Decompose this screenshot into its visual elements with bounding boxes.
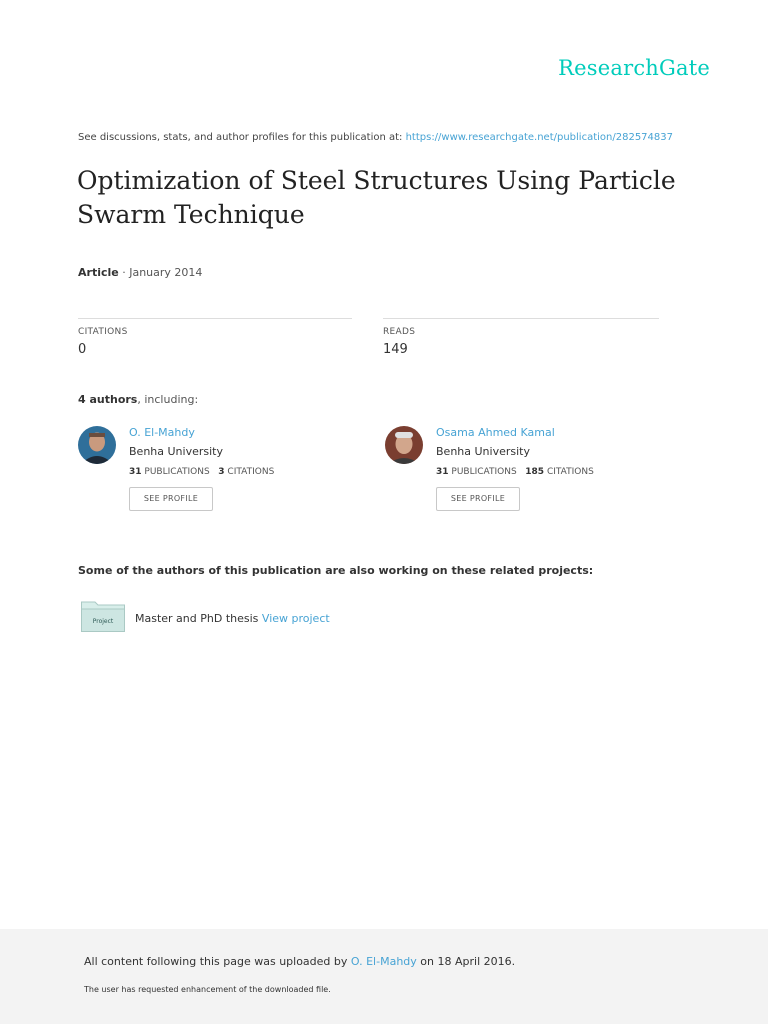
upload-prefix: All content following this page was uploaded by: [84, 955, 351, 968]
citations-count: 3: [218, 467, 225, 477]
publication-type: Article: [78, 266, 119, 279]
publication-url-link[interactable]: https://www.researchgate.net/publication/282574837: [405, 132, 673, 143]
author-counts: [436, 467, 676, 477]
related-projects-heading: Some of the authors of this publication are also working on these related projects:: [78, 564, 594, 577]
see-profile-button[interactable]: SEE PROFILE: [129, 487, 213, 511]
publication-meta: [78, 266, 202, 279]
publications-count: 31: [129, 467, 142, 477]
project-text: [135, 612, 330, 625]
author-name-link[interactable]: Osama Ahmed Kamal: [436, 426, 555, 439]
upload-suffix: on 18 April 2016.: [416, 955, 516, 968]
upload-line: [84, 955, 515, 968]
authors-count: 4 authors: [78, 393, 138, 406]
project-folder-icon: [81, 600, 125, 632]
citations-count: 185: [525, 467, 545, 477]
avatar[interactable]: [385, 426, 423, 464]
citations-count-label: CITATIONS: [544, 467, 594, 477]
authors-suffix: , including:: [137, 393, 199, 406]
author-institution: Benha University: [129, 445, 223, 458]
author-counts: [129, 467, 369, 477]
researchgate-logo[interactable]: ResearchGate: [558, 56, 710, 80]
reads-stat: [383, 318, 659, 357]
project-title: Master and PhD thesis: [135, 612, 262, 625]
footer: [0, 929, 768, 1024]
discussion-line: [78, 132, 673, 143]
uploader-link[interactable]: O. El-Mahdy: [350, 955, 417, 968]
publication-date: January 2014: [129, 266, 203, 279]
publications-count: 31: [436, 467, 449, 477]
citations-label: CITATIONS: [78, 327, 128, 337]
avatar[interactable]: [78, 426, 116, 464]
author-institution: Benha University: [436, 445, 530, 458]
view-project-link[interactable]: View project: [261, 612, 330, 625]
citations-count-label: CITATIONS: [224, 467, 275, 477]
project-item: [81, 600, 481, 636]
meta-separator: ·: [118, 266, 130, 279]
see-profile-button[interactable]: SEE PROFILE: [436, 487, 520, 511]
enhancement-note: The user has requested enhancement of the downloaded file.: [84, 985, 331, 994]
publications-label: PUBLICATIONS: [141, 467, 210, 477]
publication-title: Optimization of Steel Structures Using Particle Swarm Technique: [77, 166, 676, 229]
authors-heading: [78, 393, 198, 406]
discussion-prefix: See discussions, stats, and author profiles for this publication at:: [78, 132, 406, 143]
citations-value: 0: [78, 342, 87, 357]
citations-stat: [78, 318, 352, 357]
author-name-link[interactable]: O. El-Mahdy: [129, 426, 195, 439]
project-icon-label: Project: [92, 618, 114, 625]
reads-label: READS: [383, 327, 416, 337]
publications-label: PUBLICATIONS: [448, 467, 517, 477]
reads-value: 149: [383, 342, 408, 357]
